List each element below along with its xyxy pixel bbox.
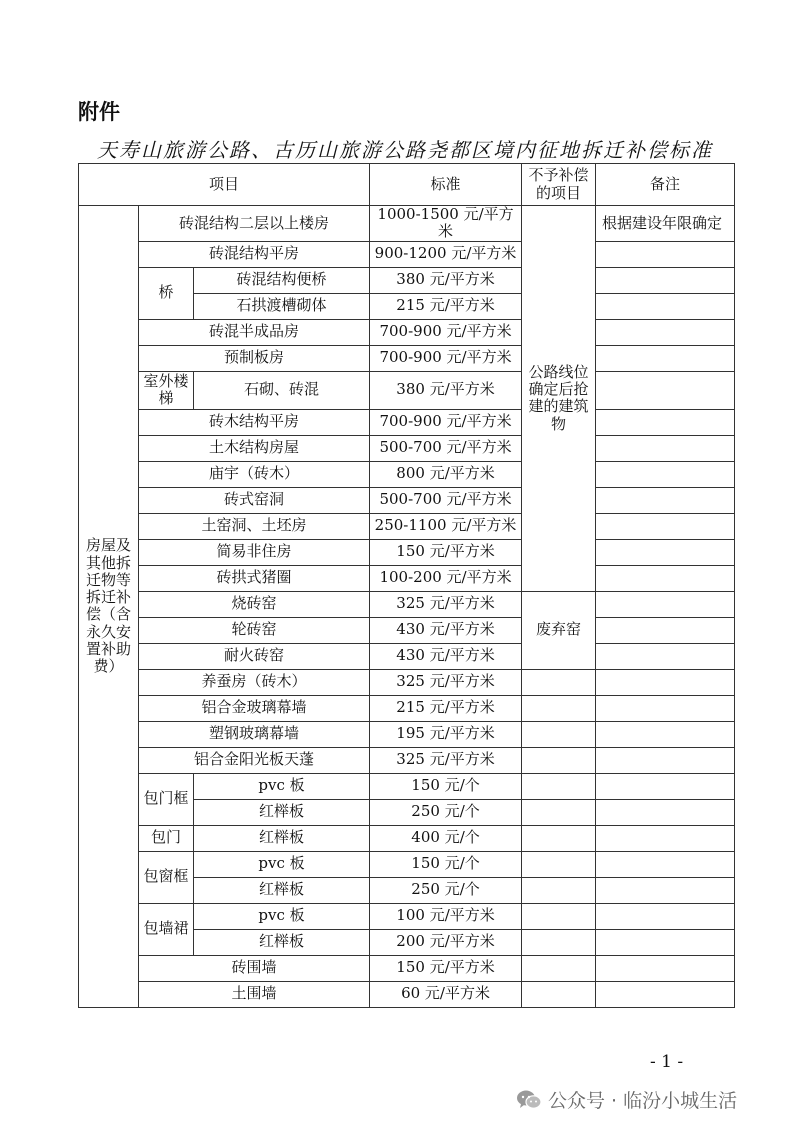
category-cell: 房屋及其他拆迁物等拆迁补偿（含永久安置补助费） xyxy=(79,206,139,1008)
standard-cell: 150 元/平方米 xyxy=(370,955,522,981)
table-row xyxy=(79,747,735,773)
standard-cell: 100 元/平方米 xyxy=(370,903,522,929)
standard-cell: 500-700 元/平方米 xyxy=(370,487,522,513)
notes-cell xyxy=(596,851,735,877)
standard-cell: 200 元/平方米 xyxy=(370,929,522,955)
notes-cell xyxy=(596,487,735,513)
standard-cell: 150 元/个 xyxy=(370,851,522,877)
notes-cell xyxy=(596,617,735,643)
item-cell: 砖围墙 xyxy=(139,955,370,981)
excluded-cell xyxy=(522,929,596,955)
standard-cell: 380 元/平方米 xyxy=(370,267,522,293)
table-row xyxy=(79,267,735,293)
notes-cell xyxy=(596,695,735,721)
standard-cell: 325 元/平方米 xyxy=(370,747,522,773)
notes-cell xyxy=(596,409,735,435)
notes-cell xyxy=(596,267,735,293)
item-cell: pvc 板 xyxy=(194,773,370,799)
watermark-text: 公众号 · 临汾小城生活 xyxy=(548,1090,738,1112)
standard-cell: 700-900 元/平方米 xyxy=(370,345,522,371)
item-cell: 石砌、砖混 xyxy=(194,371,370,409)
table-header-row xyxy=(79,164,735,206)
group-door: 包门 xyxy=(139,825,194,851)
notes-cell xyxy=(596,669,735,695)
notes-cell xyxy=(596,435,735,461)
item-cell: 砖混半成品房 xyxy=(139,319,370,345)
excluded-cell xyxy=(522,825,596,851)
standard-cell: 500-700 元/平方米 xyxy=(370,435,522,461)
item-cell: 土窑洞、土坯房 xyxy=(139,513,370,539)
item-cell: 石拱渡槽砌体 xyxy=(194,293,370,319)
notes-cell xyxy=(596,241,735,267)
notes-cell xyxy=(596,461,735,487)
table-row xyxy=(79,669,735,695)
notes-cell xyxy=(596,643,735,669)
notes-cell xyxy=(596,513,735,539)
document-title: 天寿山旅游公路、古历山旅游公路尧都区境内征地拆迁补偿标准 xyxy=(97,138,713,162)
item-cell: 土围墙 xyxy=(139,981,370,1007)
group-wall-skirt: 包墙裙 xyxy=(139,903,194,955)
item-cell: 红榉板 xyxy=(194,877,370,903)
notes-cell xyxy=(596,773,735,799)
table-row xyxy=(79,565,735,591)
item-cell: pvc 板 xyxy=(194,851,370,877)
group-bridge: 桥 xyxy=(139,267,194,319)
item-cell: 砖木结构平房 xyxy=(139,409,370,435)
excluded-cell xyxy=(522,747,596,773)
item-cell: 砖混结构便桥 xyxy=(194,267,370,293)
table-row xyxy=(79,319,735,345)
item-cell: 庙宇（砖木） xyxy=(139,461,370,487)
table-row xyxy=(79,695,735,721)
item-cell: 砖拱式猪圈 xyxy=(139,565,370,591)
item-cell: 简易非住房 xyxy=(139,539,370,565)
excluded-cell xyxy=(522,981,596,1007)
standard-cell: 430 元/平方米 xyxy=(370,643,522,669)
wechat-icon xyxy=(516,1089,542,1111)
item-cell: 养蚕房（砖木） xyxy=(139,669,370,695)
group-window-frame: 包窗框 xyxy=(139,851,194,903)
item-cell: 耐火砖窑 xyxy=(139,643,370,669)
standard-cell: 325 元/平方米 xyxy=(370,669,522,695)
table-row xyxy=(79,617,735,643)
standard-cell: 150 元/个 xyxy=(370,773,522,799)
item-cell: 砖式窑洞 xyxy=(139,487,370,513)
standard-cell: 380 元/平方米 xyxy=(370,371,522,409)
notes-cell xyxy=(596,539,735,565)
notes-cell xyxy=(596,955,735,981)
table-row xyxy=(79,591,735,617)
standard-cell: 430 元/平方米 xyxy=(370,617,522,643)
excluded-cell xyxy=(522,799,596,825)
item-cell: 红榉板 xyxy=(194,825,370,851)
excluded-cell xyxy=(522,955,596,981)
header-notes: 备注 xyxy=(596,164,735,206)
header-standard: 标准 xyxy=(370,164,522,206)
table-row xyxy=(79,851,735,877)
notes-cell xyxy=(596,565,735,591)
excluded-cell: 废弃窑 xyxy=(522,591,596,669)
item-cell: 砖混结构平房 xyxy=(139,241,370,267)
table-row xyxy=(79,643,735,669)
standard-cell: 1000-1500 元/平方米 xyxy=(370,206,522,242)
notes-cell: 根据建设年限确定 xyxy=(596,206,735,242)
item-cell: 预制板房 xyxy=(139,345,370,371)
notes-cell xyxy=(596,877,735,903)
standard-cell: 215 元/平方米 xyxy=(370,293,522,319)
table-row xyxy=(79,206,735,242)
excluded-cell xyxy=(522,695,596,721)
excluded-cell: 公路线位确定后抢建的建筑物 xyxy=(522,206,596,592)
notes-cell xyxy=(596,319,735,345)
table-row xyxy=(79,981,735,1007)
notes-cell xyxy=(596,929,735,955)
item-cell: 红榉板 xyxy=(194,799,370,825)
standard-cell: 700-900 元/平方米 xyxy=(370,319,522,345)
notes-cell xyxy=(596,721,735,747)
table-row xyxy=(79,435,735,461)
item-cell: 铝合金阳光板天蓬 xyxy=(139,747,370,773)
notes-cell xyxy=(596,591,735,617)
item-cell: pvc 板 xyxy=(194,903,370,929)
item-cell: 轮砖窑 xyxy=(139,617,370,643)
header-excluded: 不予补偿的项目 xyxy=(522,164,596,206)
notes-cell xyxy=(596,825,735,851)
table-row xyxy=(79,241,735,267)
table-row xyxy=(79,825,735,851)
table-row xyxy=(79,345,735,371)
standard-cell: 800 元/平方米 xyxy=(370,461,522,487)
notes-cell xyxy=(596,345,735,371)
standard-cell: 195 元/平方米 xyxy=(370,721,522,747)
standard-cell: 215 元/平方米 xyxy=(370,695,522,721)
notes-cell xyxy=(596,293,735,319)
table-row xyxy=(79,721,735,747)
standard-cell: 100-200 元/平方米 xyxy=(370,565,522,591)
standard-cell: 250 元/个 xyxy=(370,799,522,825)
excluded-cell xyxy=(522,877,596,903)
item-cell: 土木结构房屋 xyxy=(139,435,370,461)
standard-cell: 250 元/个 xyxy=(370,877,522,903)
table-row xyxy=(79,513,735,539)
item-cell: 塑钢玻璃幕墙 xyxy=(139,721,370,747)
item-cell: 红榉板 xyxy=(194,929,370,955)
item-cell: 砖混结构二层以上楼房 xyxy=(139,206,370,242)
item-cell: 烧砖窑 xyxy=(139,591,370,617)
table-row xyxy=(79,487,735,513)
excluded-cell xyxy=(522,773,596,799)
table-row xyxy=(79,409,735,435)
table-row xyxy=(79,461,735,487)
page-number: - 1 - xyxy=(650,1052,684,1072)
table-row xyxy=(79,371,735,409)
standard-cell: 60 元/平方米 xyxy=(370,981,522,1007)
attachment-label: 附件 xyxy=(78,100,120,124)
standard-cell: 325 元/平方米 xyxy=(370,591,522,617)
table-row xyxy=(79,539,735,565)
compensation-table xyxy=(78,163,735,1008)
excluded-cell xyxy=(522,903,596,929)
notes-cell xyxy=(596,747,735,773)
standard-cell: 150 元/平方米 xyxy=(370,539,522,565)
standard-cell: 900-1200 元/平方米 xyxy=(370,241,522,267)
watermark xyxy=(516,1086,737,1113)
group-outdoor-stairs: 室外楼梯 xyxy=(139,371,194,409)
table-row xyxy=(79,955,735,981)
standard-cell: 700-900 元/平方米 xyxy=(370,409,522,435)
standard-cell: 400 元/个 xyxy=(370,825,522,851)
notes-cell xyxy=(596,371,735,409)
excluded-cell xyxy=(522,669,596,695)
table-row xyxy=(79,773,735,799)
item-cell: 铝合金玻璃幕墙 xyxy=(139,695,370,721)
notes-cell xyxy=(596,799,735,825)
notes-cell xyxy=(596,903,735,929)
excluded-cell xyxy=(522,851,596,877)
group-door-frame: 包门框 xyxy=(139,773,194,825)
notes-cell xyxy=(596,981,735,1007)
header-item: 项目 xyxy=(79,164,370,206)
excluded-cell xyxy=(522,721,596,747)
standard-cell: 250-1100 元/平方米 xyxy=(370,513,522,539)
table-row xyxy=(79,903,735,929)
